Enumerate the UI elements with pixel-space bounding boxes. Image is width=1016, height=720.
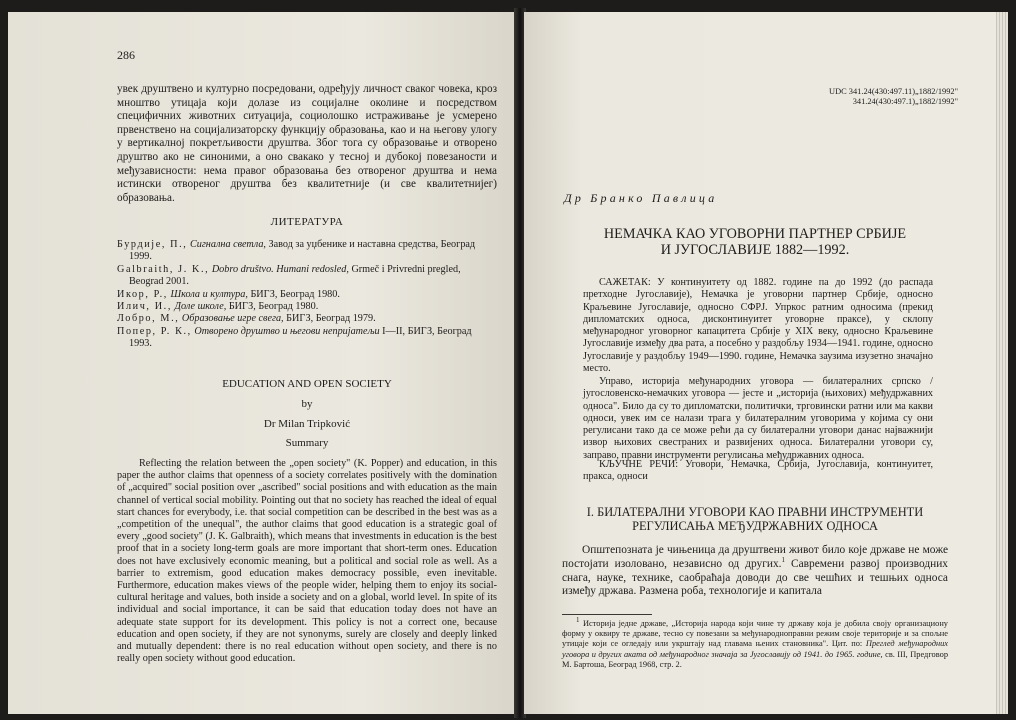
reference-title: Сигнална светла,: [189, 239, 266, 250]
reference-title: Dobro društvo. Humani redosled,: [211, 263, 349, 275]
footnote-mark: 1: [576, 616, 580, 625]
literature-heading: ЛИТЕРАТУРА: [270, 216, 344, 228]
title-line-1: НЕМАЧКА КАО УГОВОРНИ ПАРТНЕР СРБИЈЕ: [603, 226, 907, 242]
english-by: by: [301, 398, 313, 410]
section-title: [560, 505, 950, 533]
reference-item: [117, 289, 497, 301]
reference-item: [117, 301, 497, 313]
summary-heading: Summary: [285, 437, 329, 449]
reference-item: [117, 239, 497, 264]
reference-publisher: Завод за уџбенике и наставна средства, Београд 1999.: [129, 239, 476, 263]
footnote-italic: Преглед међународних уговора и других аката од међународног значаја за Југославију од 1941. до 1965. године,: [562, 639, 949, 659]
udc-code: [760, 87, 958, 106]
body-text-2: Савремени развој производних снага, науке, технике, саобраћаја доводи до све чешћих и тешњих односа између држава. Размена роба, технологије и капитала: [562, 557, 948, 598]
udc-line-2: 341.24(430:497.1)„1882/1992": [852, 96, 958, 106]
footnote: [562, 616, 949, 670]
page-edges: [996, 12, 1008, 714]
reference-title: Доле школе,: [174, 301, 227, 313]
body-text-1: Општепозната је чињеница да друштвени живот било које државе не може постојати изоловано, независно од других.: [562, 544, 948, 570]
footnote-rule: [562, 614, 652, 615]
reference-publisher: I—II, БИГЗ, Београд 1993.: [129, 325, 472, 350]
keywords: КЉУЧНЕ РЕЧИ: Уговори, Немачка, Србија, Југославија, континуитет, пракса, односи: [583, 459, 933, 483]
abstract-paragraph-2: Управо, историја међународних уговора — билатералних српско / југословенско-немачких уговора — јесте и „историја (њихових) међудржавних односа". Било да су то дипломатски, политички, трговински ратни или ма какви односи, увек им се налази трага у билатералним уговорима у којима су они регулисани тако да се може рећи да су билатерални уговори данас најважнији извор њихових свестраних и развијених односа. Билатерални уговори су, заправо, правни инструменти регулисања међудржавних односа.: [583, 376, 933, 461]
reference-item: [117, 326, 497, 351]
article-author: Др Бранко Павлица: [564, 191, 718, 205]
udc-line-1: UDC 341.24(430:497.11)„1882/1992": [829, 87, 958, 96]
left-page: [8, 12, 516, 714]
reference-publisher: БИГЗ, Београд 1979.: [283, 313, 376, 325]
english-title: EDUCATION AND OPEN SOCIETY: [222, 378, 392, 390]
article-title: [560, 227, 950, 258]
footnote-ref[interactable]: 1: [781, 556, 786, 564]
reference-item: [117, 313, 497, 325]
page-number: 286: [117, 48, 135, 62]
reference-author: Илич, И.,: [117, 301, 172, 313]
reference-title: Образовање игре свега,: [181, 313, 284, 325]
reference-author: Galbraith, J. K.,: [117, 263, 210, 275]
footnote-text: Историја једне државе, „Историја народа који чине ту државу која је добила своју организациону форму у оквиру те државе, тесно су повезани за међународноправни режим своје територије и за спољне утицаје који се огледају или укрштају над главама њених становника". Цит. по:: [562, 619, 948, 649]
reference-author: Бурдије, П.,: [117, 239, 188, 250]
right-page: [524, 12, 1008, 714]
reference-title: Школа и култура,: [170, 288, 248, 300]
reference-author: Икор, Р.,: [117, 288, 168, 300]
reference-publisher: Grmeč i Privredni pregled, Beograd 2001.: [129, 263, 461, 288]
reference-author: Попер, Р. К.,: [117, 325, 192, 337]
reference-author: Лобро, М.,: [117, 313, 180, 325]
intro-paragraph: увек друштвено и културно посредовани, одређују личност сваког човека, кроз мноштво утицаја који долазе из социјалне околине и посредством специфичних животних ситуација, социолошко истраживање је усмерено првенствено на социјализаторску функцију образовања, као и на његову улогу у вертикалној покретљивости друштва. Због тога су образовање и отворено друштво ако не синоними, а оно свакако у тесној и дубокој повезаности и међузависности: нема правог образовања без отвореног друштва и нема истински отвореног друштва без квалитетније (и све квалитетнијег) образовања.: [117, 83, 497, 204]
reference-item: [117, 264, 497, 289]
reference-publisher: БИГЗ, Београд 1980.: [247, 288, 340, 300]
section-line-2: РЕГУЛИСАЊА МЕЂУДРЖАВНИХ ОДНОСА: [632, 519, 878, 533]
section-line-1: I. БИЛАТЕРАЛНИ УГОВОРИ КАО ПРАВНИ ИНСТРУМЕНТИ: [586, 505, 924, 519]
summary-text: Reflecting the relation between the „open society" (K. Popper) and education, in this paper the author claims that openness of a society correlates positively with the domination of „acquired" social position over „ascribed" social positions and with education as the main channel of vertical social mobility. Pointing out that no society has reached the ideal of equal start chances for everybody, i.e. that social competition can be described in the best was as a „competition of the unequal", the author claims that good education is a strategic goal of every „good society" (J. K. Galbraith), which means that investments in education is the best proof that in a society long-term goals are more important that short-term ones. Education does not have exclusively economic meaning, but a political and social role as well. As a barrier to extremism, good education makes democracy possible, even inevitable. Furthermore, education makes views of the people wider, helping them to enjoy its social-cultural heritage and values, both inside a society and on a global, world level. In spite of its individual and social importance, it can be said that education today does not have an adequate state support for its development. This policy is not a correct one, because education and open society, if they are not synonyms, surely are closely and deeply linked and mutually dependent: there is no real education without open society, and there is no really open society without good education.: [117, 458, 497, 665]
reference-publisher: БИГЗ, Београд 1980.: [226, 301, 319, 313]
reference-list: [117, 239, 497, 351]
reference-title: Отворено друштво и његови непријатељи: [194, 325, 380, 337]
title-line-2: И ЈУГОСЛАВИЈЕ 1882—1992.: [660, 241, 850, 258]
body-paragraph: [562, 544, 948, 599]
english-author: Dr Milan Tripković: [263, 418, 351, 430]
footnote-end: св. III, Предговор М. Бартоша, Београд 1968, стр. 2.: [562, 649, 949, 669]
abstract-paragraph-1: САЖЕТАК: У континуитету од 1882. године па до 1992 (до распада претходне Југославије), Немачка је уговорни партнер Србије, односно Краљевине Југославије, односно СФРЈ. Упркос ратним односима (прекид дипломатских односа, дисконтинуитет уговорне праксе), у склопу међународног уговорног капацитета Србије у XIX веку, односно Краљевине Југославије између два рата, а посебно у раздобљу 1934—1941. године, односно Југославије у раздобљу 1949—1990. године, Немачка заузима изузетно значајно место.: [583, 277, 933, 375]
